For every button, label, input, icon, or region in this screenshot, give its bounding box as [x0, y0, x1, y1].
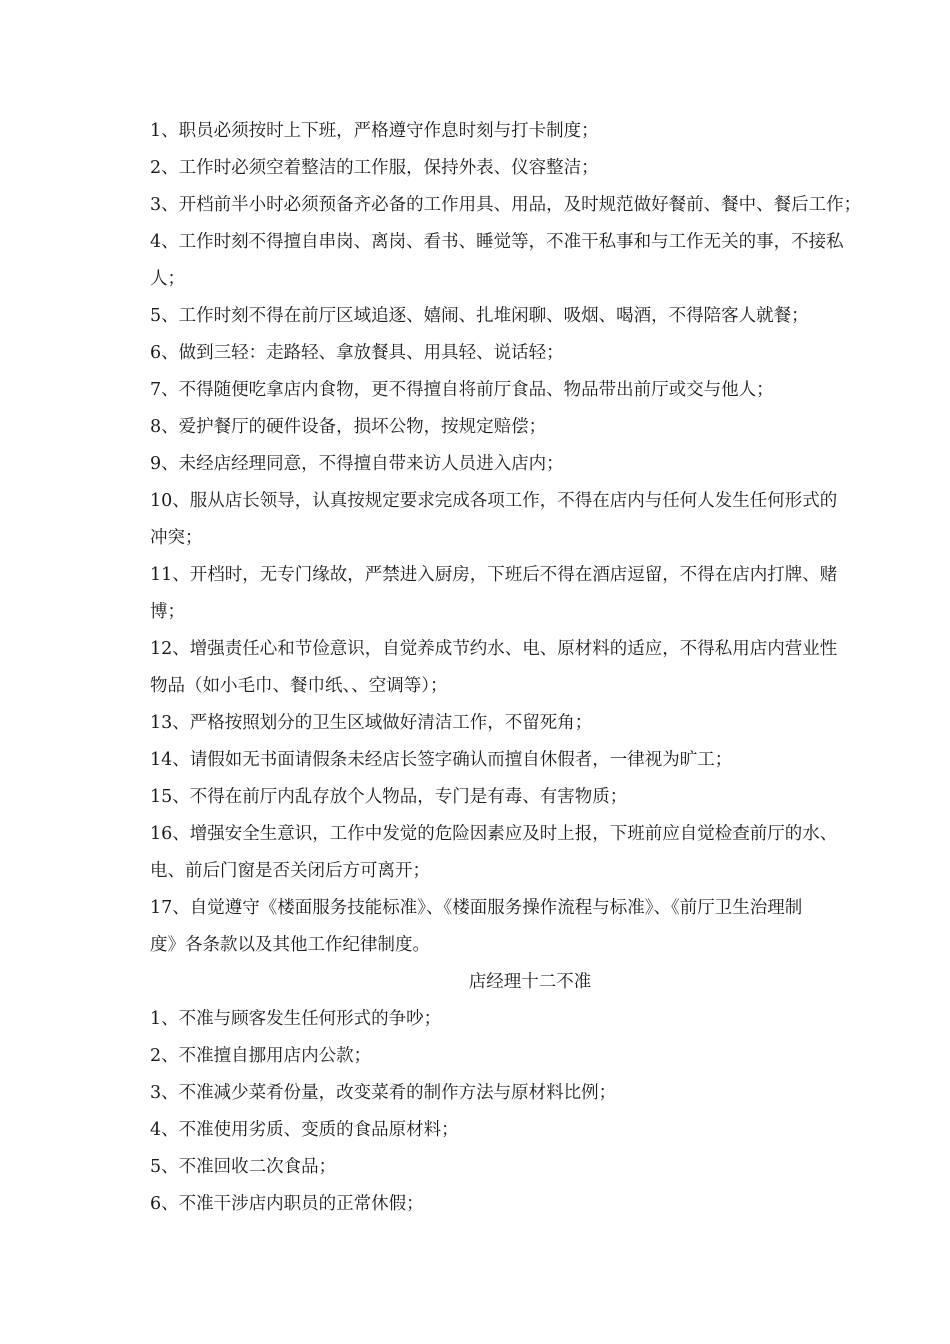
rule-line: 13、严格按照划分的卫生区域做好清洁工作，不留死角；	[150, 713, 593, 733]
rule-line: 6、不准干涉店内职员的正常休假；	[150, 1194, 424, 1214]
section-title: 店经理十二不准	[468, 972, 592, 992]
rule-line: 12、增强责任心和节俭意识，自觉养成节约水、电、原材料的适应，不得私用店内营业性	[150, 639, 838, 659]
rule-line: 5、不准回收二次食品；	[150, 1157, 337, 1177]
rule-line: 8、爱护餐厅的硬件设备，损坏公物，按规定赔偿；	[150, 417, 547, 437]
rule-line: 物品（如小毛巾、餐巾纸、、空调等）；	[150, 676, 448, 696]
rule-line: 7、不得随便吃拿店内食物，更不得擅自将前厅食品、物品带出前厅或交与他人；	[150, 380, 774, 400]
rule-line: 17、自觉遵守《楼面服务技能标准》、《楼面服务操作流程与标准》、《前厅卫生治理制	[150, 898, 803, 918]
rule-line: 2、工作时必须空着整洁的工作服，保持外表、仪容整洁；	[150, 158, 599, 178]
rule-line: 2、不准擅自挪用店内公款；	[150, 1046, 372, 1066]
document-body	[150, 113, 910, 1223]
rule-line: 人；	[150, 269, 185, 289]
rule-line: 4、不准使用劣质、变质的食品原材料；	[150, 1120, 459, 1140]
rule-line: 1、职员必须按时上下班，严格遵守作息时刻与打卡制度；	[150, 121, 599, 141]
rule-line: 6、做到三轻：走路轻、拿放餐具、用具轻、说话轻；	[150, 343, 564, 363]
rule-line: 3、开档前半小时必须预备齐必备的工作用具、用品，及时规范做好餐前、餐中、餐后工作；	[150, 195, 862, 215]
rule-line: 15、不得在前厅内乱存放个人物品，专门是有毒、有害物质；	[150, 787, 628, 807]
rule-line: 1、不准与顾客发生任何形式的争吵；	[150, 1009, 442, 1029]
rule-line: 度》各条款以及其他工作纪律制度。	[150, 935, 430, 955]
rule-line: 10、服从店长领导，认真按规定要求完成各项工作，不得在店内与任何人发生任何形式的	[150, 491, 838, 511]
rule-line: 冲突；	[150, 528, 203, 548]
rule-line: 11、开档时，无专门缘故，严禁进入厨房，下班后不得在酒店逗留，不得在店内打牌、赌	[150, 565, 838, 585]
rule-line: 9、未经店经理同意，不得擅自带来访人员进入店内；	[150, 454, 564, 474]
rule-line: 博；	[150, 602, 185, 622]
rule-line: 14、请假如无书面请假条未经店长签字确认而擅自休假者，一律视为旷工；	[150, 750, 733, 770]
rule-line: 4、工作时刻不得擅自串岗、离岗、看书、睡觉等，不准干私事和与工作无关的事，不接私	[150, 232, 844, 252]
rule-line: 16、增强安全生意识，工作中发觉的危险因素应及时上报，下班前应自觉检查前厅的水、	[150, 824, 838, 844]
rule-line: 电、前后门窗是否关闭后方可离开；	[150, 861, 430, 881]
rule-line: 5、工作时刻不得在前厅区域追逐、嬉闹、扎堆闲聊、吸烟、喝酒，不得陪客人就餐；	[150, 306, 809, 326]
rule-line: 3、不准减少菜肴份量，改变菜肴的制作方法与原材料比例；	[150, 1083, 617, 1103]
